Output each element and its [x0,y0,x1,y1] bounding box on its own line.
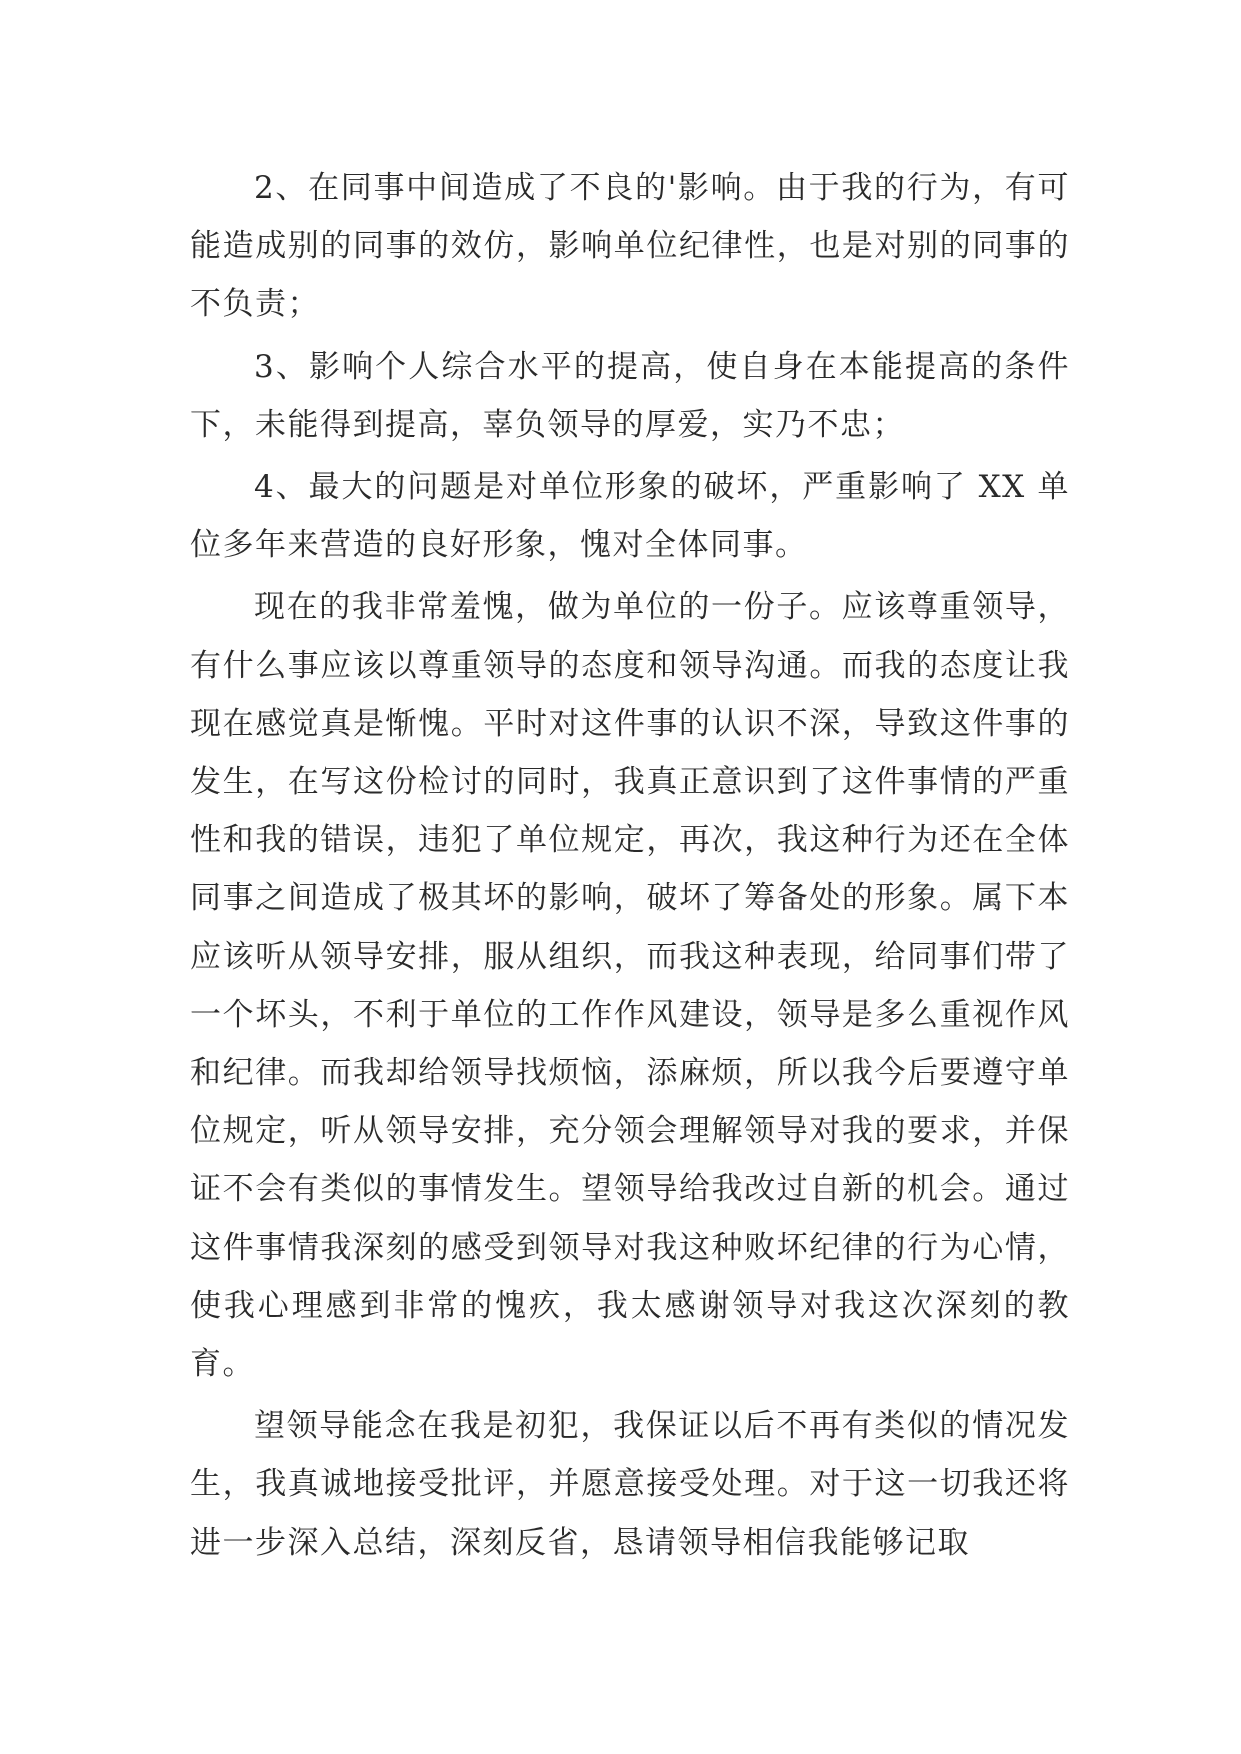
paragraph-item-2: 2、在同事中间造成了不良的'影响。由于我的行为，有可能造成别的同事的效仿，影响单位纪律性，也是对别的同事的不负责； [190,170,1070,323]
document-body [190,159,1070,1572]
paragraph-closing-request: 望领导能念在我是初犯，我保证以后不再有类似的情况发生，我真诚地接受批评，并愿意接受处理。对于这一切我还将进一步深入总结，深刻反省，恳请领导相信我能够记取 [190,1408,1070,1561]
paragraph-item-4: 4、最大的问题是对单位形象的破坏，严重影响了 XX 单位多年来营造的良好形象，愧对全体同事。 [190,469,1070,564]
paragraph-reflection: 现在的我非常羞愧，做为单位的一份子。应该尊重领导，有什么事应该以尊重领导的态度和领导沟通。而我的态度让我现在感觉真是惭愧。平时对这件事的认识不深，导致这件事的发生，在写这份检讨的同时，我真正意识到了这件事情的严重性和我的错误，违犯了单位规定，再次，我这种行为还在全体同事之间造成了极其坏的影响，破坏了筹备处的形象。属下本应该听从领导安排，服从组织，而我这种表现，给同事们带了一个坏头，不利于单位的工作作风建设，领导是多么重视作风和纪律。而我却给领导找烦恼，添麻烦，所以我今后要遵守单位规定，听从领导安排，充分领会理解领导对我的要求，并保证不会有类似的事情发生。望领导给我改过自新的机会。通过这件事情我深刻的感受到领导对我这种败坏纪律的行为心情，使我心理感到非常的愧疚，我太感谢领导对我这次深刻的教育。 [190,589,1070,1383]
paragraph-item-3: 3、影响个人综合水平的提高，使自身在本能提高的条件下，未能得到提高，辜负领导的厚爱，实乃不忠； [190,348,1070,443]
